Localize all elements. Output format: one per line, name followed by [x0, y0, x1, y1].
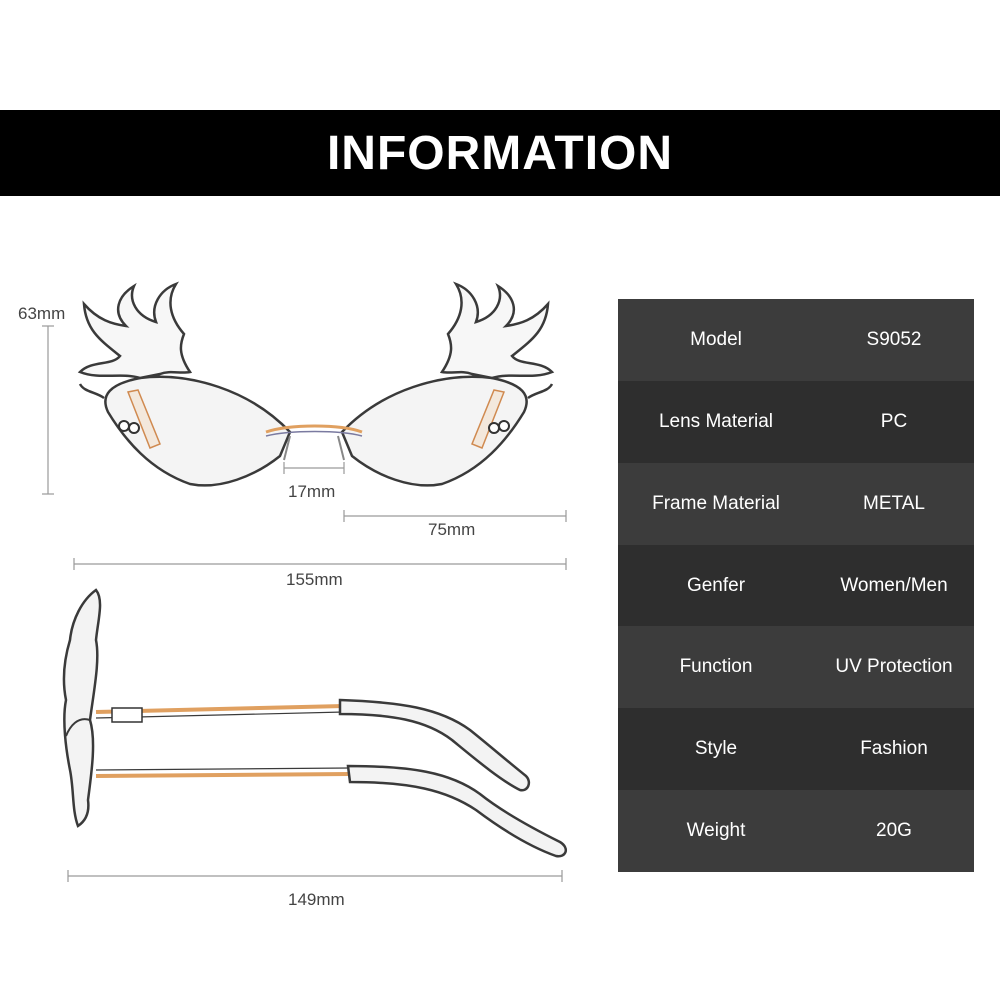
- frame-height-label: 63mm: [18, 304, 66, 323]
- spec-value: METAL: [863, 492, 925, 514]
- spec-row-frame-material: [618, 463, 974, 545]
- spec-value: S9052: [866, 328, 922, 350]
- spec-row-style: [618, 708, 974, 790]
- spec-key: Frame Material: [652, 492, 780, 514]
- spec-row-gender: [618, 545, 974, 627]
- spec-value: 20G: [876, 820, 912, 842]
- spec-row-model: [618, 299, 974, 381]
- spec-key: Model: [690, 328, 742, 350]
- bridge-width-label: 17mm: [288, 482, 336, 501]
- frame-width-label: 155mm: [286, 570, 343, 589]
- spec-value: Fashion: [860, 738, 928, 760]
- right-flame-shape: [442, 284, 552, 378]
- spec-table: [618, 299, 974, 872]
- temple-length-label: 149mm: [288, 890, 345, 909]
- spec-row-weight: [618, 790, 974, 872]
- page-title: INFORMATION: [326, 126, 674, 180]
- side-view-glasses: [64, 590, 566, 856]
- spec-value: Women/Men: [840, 574, 948, 596]
- spec-key: Style: [694, 738, 738, 760]
- spec-key: Weight: [686, 820, 746, 842]
- lens-width-label: 75mm: [428, 520, 476, 539]
- spec-value: PC: [880, 410, 908, 432]
- spec-key: Genfer: [686, 574, 746, 596]
- spec-row-function: [618, 626, 974, 708]
- spec-row-lens-material: [618, 381, 974, 463]
- spec-value: UV Protection: [835, 656, 953, 678]
- spec-key: Lens Material: [658, 410, 774, 432]
- left-flame-shape: [80, 284, 190, 378]
- side-flame-profile: [64, 590, 100, 826]
- spec-key: Function: [679, 656, 753, 678]
- front-view-glasses: [80, 284, 552, 485]
